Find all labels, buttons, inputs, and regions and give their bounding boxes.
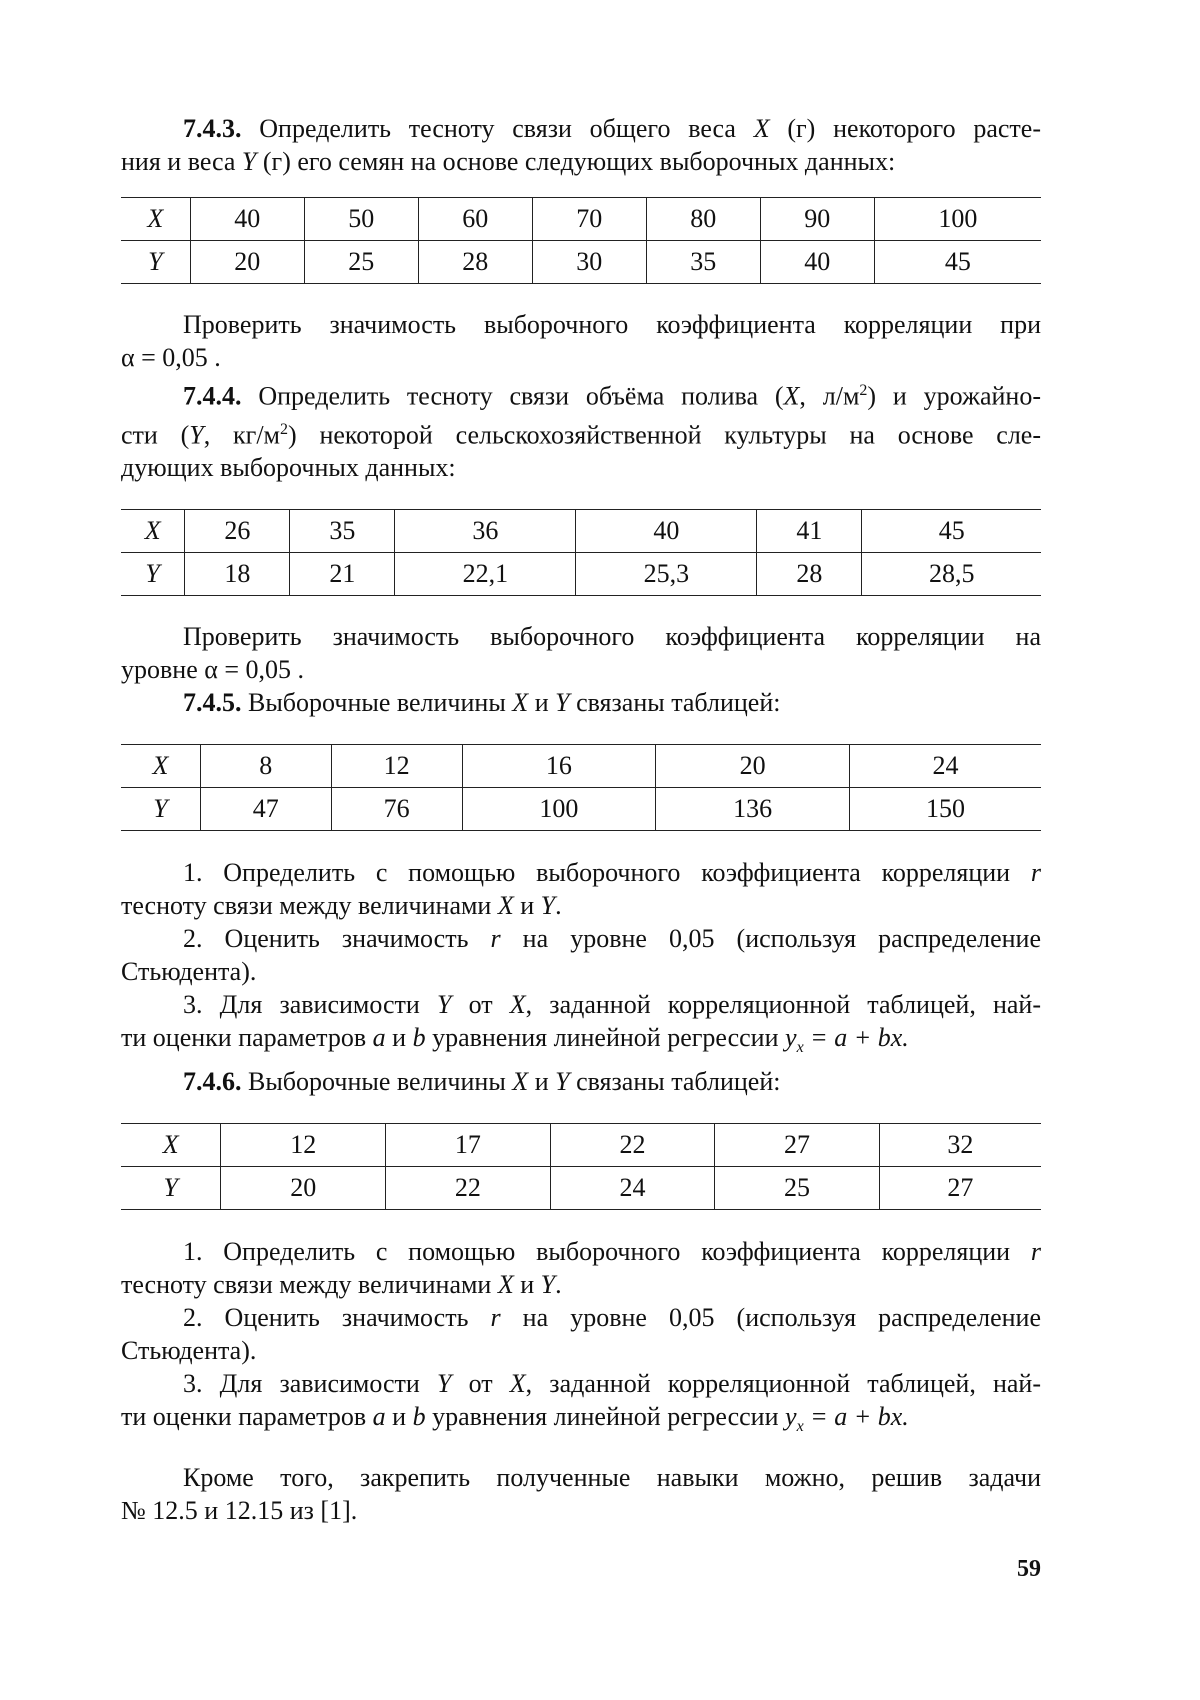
cell: 47 <box>200 788 331 831</box>
cell: 26 <box>185 510 290 553</box>
task-3-cont: ти оценки параметров a и b уравнения линейной регрессии $y_x = a$ + bx. <box>121 1023 909 1057</box>
cell: 40 <box>760 241 874 284</box>
task-2-cont: Стьюдента). <box>121 1335 257 1365</box>
regression-equation: $y_x = a$ + bx. <box>785 1023 909 1057</box>
cell: 40 <box>576 510 757 553</box>
cell: 76 <box>331 788 462 831</box>
cell: 20 <box>190 241 304 284</box>
table-744 <box>121 509 1041 596</box>
problem-744-check-cont: уровне α = 0,05 . <box>121 655 305 685</box>
outro: Кроме того, закрепить полученные навыки можно, решив задачи <box>183 1462 1041 1492</box>
cell: 70 <box>532 198 646 241</box>
cell: 100 <box>874 198 1041 241</box>
table-745 <box>121 744 1041 831</box>
cell: 8 <box>200 745 331 788</box>
row-label: X <box>121 198 190 241</box>
problem-743-intro-cont: ния и веса Y (г) его семян на основе следующих выборочных данных: <box>121 147 896 176</box>
cell: 12 <box>331 745 462 788</box>
cell: 28 <box>418 241 532 284</box>
cell: 20 <box>221 1166 386 1209</box>
cell: 28 <box>757 553 862 596</box>
cell: 28,5 <box>862 553 1041 596</box>
problem-744-intro-end: дующих выборочных данных: <box>121 453 456 483</box>
cell: 27 <box>879 1166 1041 1209</box>
cell: 50 <box>304 198 418 241</box>
page-content <box>121 112 1041 1527</box>
cell: 45 <box>874 241 1041 284</box>
cell: 100 <box>462 788 656 831</box>
cell: 22,1 <box>395 553 576 596</box>
row-label: Y <box>121 788 200 831</box>
cell: 24 <box>550 1166 715 1209</box>
cell: 12 <box>221 1123 386 1166</box>
problem-number: 7.4.4. <box>183 381 242 411</box>
cell: 136 <box>656 788 850 831</box>
cell: 21 <box>290 553 395 596</box>
row-label: X <box>121 745 200 788</box>
table-row-y <box>121 1166 1041 1209</box>
cell: 17 <box>386 1123 551 1166</box>
task-3: 3. Для зависимости Y от X, заданной корреляционной таблицей, най- <box>183 1368 1041 1398</box>
tasks-746 <box>121 1235 1041 1443</box>
cell: 41 <box>757 510 862 553</box>
alpha-value: α = 0,05 . <box>204 655 305 685</box>
table-row-x <box>121 745 1041 788</box>
cell: 150 <box>850 788 1041 831</box>
cell: 60 <box>418 198 532 241</box>
cell: 45 <box>862 510 1041 553</box>
table-row-y <box>121 788 1041 831</box>
cell: 18 <box>185 553 290 596</box>
table-743 <box>121 197 1041 284</box>
task-3: 3. Для зависимости Y от X, заданной корреляционной таблицей, най- <box>183 990 1041 1020</box>
table-row-x <box>121 1123 1041 1166</box>
tasks-745 <box>121 856 1041 1064</box>
problem-number: 7.4.6. <box>183 1066 242 1096</box>
task-2: 2. Оценить значимость r на уровне 0,05 (используя распределение <box>183 924 1041 954</box>
task-1-cont: тесноту связи между величинами X и Y. <box>121 891 562 921</box>
problem-743-check: Проверить значимость выборочного коэффициента корреляции при <box>183 310 1041 339</box>
cell: 22 <box>386 1166 551 1209</box>
table-row-y <box>121 241 1041 284</box>
cell: 27 <box>715 1123 880 1166</box>
row-label: Y <box>121 553 185 596</box>
row-label: X <box>121 510 185 553</box>
problem-746-intro: 7.4.6. Выборочные величины X и Y связаны таблицей: <box>183 1066 781 1096</box>
table-row-x <box>121 198 1041 241</box>
row-label: X <box>121 1123 221 1166</box>
task-1-cont: тесноту связи между величинами X и Y. <box>121 1269 562 1299</box>
problem-744-check: Проверить значимость выборочного коэффициента корреляции на <box>183 622 1041 652</box>
regression-equation: $y_x = a$ + bx. <box>785 1401 909 1435</box>
table-row-y <box>121 553 1041 596</box>
row-label: Y <box>121 241 190 284</box>
problem-745-intro: 7.4.5. Выборочные величины X и Y связаны таблицей: <box>183 688 781 718</box>
problem-744-intro-cont: сти (Y, $кг/м^2$) некоторой сельскохозяйственной культуры на основе сле- <box>121 420 1041 450</box>
cell: 90 <box>760 198 874 241</box>
cell: 80 <box>646 198 760 241</box>
cell: 22 <box>550 1123 715 1166</box>
cell: 16 <box>462 745 656 788</box>
cell: 40 <box>190 198 304 241</box>
table-row-x <box>121 510 1041 553</box>
task-1: 1. Определить с помощью выборочного коэффициента корреляции r <box>183 1236 1041 1266</box>
cell: 25,3 <box>576 553 757 596</box>
problem-number: 7.4.5. <box>183 688 242 718</box>
problem-number: 7.4.3. <box>183 114 242 143</box>
task-1: 1. Определить с помощью выборочного коэффициента корреляции r <box>183 858 1041 888</box>
cell: 36 <box>395 510 576 553</box>
outro-cont: № 12.5 и 12.15 из [1]. <box>121 1495 358 1525</box>
cell: 25 <box>715 1166 880 1209</box>
cell: 30 <box>532 241 646 284</box>
problem-743-intro: 7.4.3. Определить тесноту связи общего веса X (г) некоторого расте- <box>183 114 1041 143</box>
alpha-value: α = 0,05 . <box>121 343 221 372</box>
row-label: Y <box>121 1166 221 1209</box>
task-2-cont: Стьюдента). <box>121 957 257 987</box>
cell: 25 <box>304 241 418 284</box>
table-746 <box>121 1123 1041 1210</box>
cell: 20 <box>656 745 850 788</box>
task-3-cont: ти оценки параметров a и b уравнения линейной регрессии $y_x = a$ + bx. <box>121 1401 909 1435</box>
page-number: 59 <box>1017 1556 1041 1582</box>
cell: 35 <box>290 510 395 553</box>
cell: 35 <box>646 241 760 284</box>
cell: 24 <box>850 745 1041 788</box>
cell: 32 <box>879 1123 1041 1166</box>
problem-744-intro: 7.4.4. Определить тесноту связи объёма полива (X, $л/м^2$) и урожайно- <box>183 381 1041 411</box>
task-2: 2. Оценить значимость r на уровне 0,05 (используя распределение <box>183 1302 1041 1332</box>
